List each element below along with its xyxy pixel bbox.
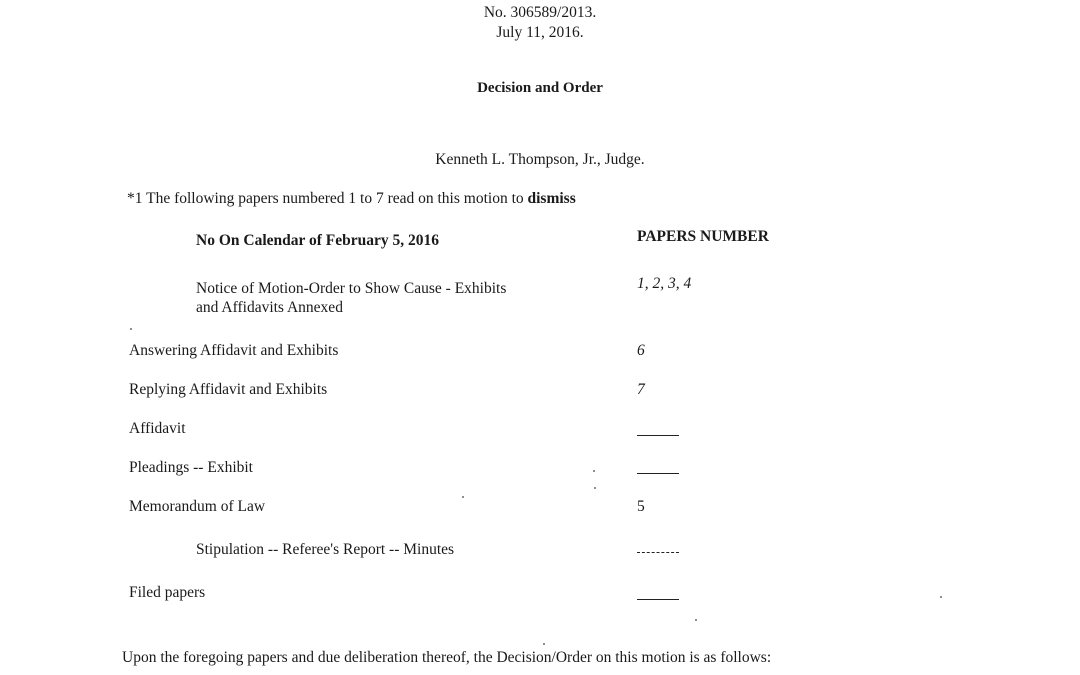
intro-emphasis: dismiss [527, 190, 576, 207]
scan-speck [130, 328, 132, 330]
decision-date: July 11, 2016. [496, 24, 584, 41]
judge-name: Kenneth L. Thompson, Jr., Judge. [435, 151, 645, 168]
document-title: Decision and Order [477, 80, 603, 96]
intro-text: *1 The following papers numbered 1 to 7 read on this motion to [127, 190, 528, 207]
paper-row-blank-pleadings [637, 473, 679, 474]
case-number: No. 306589/2013. [483, 4, 597, 21]
paper-row-number-answering: 6 [637, 342, 645, 359]
closing-paragraph: Upon the foregoing papers and due deliberation thereof, the Decision/Order on this motion is as follows: [122, 649, 772, 666]
paper-row-label-filed-papers: Filed papers [129, 584, 206, 601]
paper-row-label-affidavit: Affidavit [129, 420, 186, 437]
scan-speck [940, 596, 942, 598]
paper-row-number-memorandum: 5 [637, 498, 645, 515]
scan-speck [695, 619, 697, 621]
paper-row-label-pleadings: Pleadings -- Exhibit [129, 459, 253, 476]
paper-row-label-replying: Replying Affidavit and Exhibits [129, 381, 328, 398]
scan-speck [593, 470, 595, 472]
paper-row-label-notice-of-motion: Notice of Motion-Order to Show Cause - Exhibits [196, 280, 507, 297]
scan-speck [462, 496, 464, 498]
calendar-heading: No On Calendar of February 5, 2016 [196, 232, 439, 249]
scan-speck [594, 487, 596, 489]
paper-row-label-stipulation: Stipulation -- Referee's Report -- Minutes [196, 541, 455, 558]
intro-paragraph [127, 190, 576, 208]
papers-number-heading: PAPERS NUMBER [637, 228, 769, 245]
paper-row-label-answering: Answering Affidavit and Exhibits [129, 342, 339, 359]
scan-speck [543, 643, 545, 645]
paper-row-label-memorandum: Memorandum of Law [129, 498, 266, 515]
paper-row-blank-filed-papers [637, 599, 679, 600]
paper-row-number-replying: 7 [637, 381, 645, 398]
paper-row-blank-affidavit [637, 435, 679, 436]
paper-row-label-notice-of-motion-cont: and Affidavits Annexed [196, 299, 343, 316]
paper-row-blank-stipulation [637, 552, 679, 553]
paper-row-number-notice-of-motion: 1, 2, 3, 4 [637, 275, 692, 292]
